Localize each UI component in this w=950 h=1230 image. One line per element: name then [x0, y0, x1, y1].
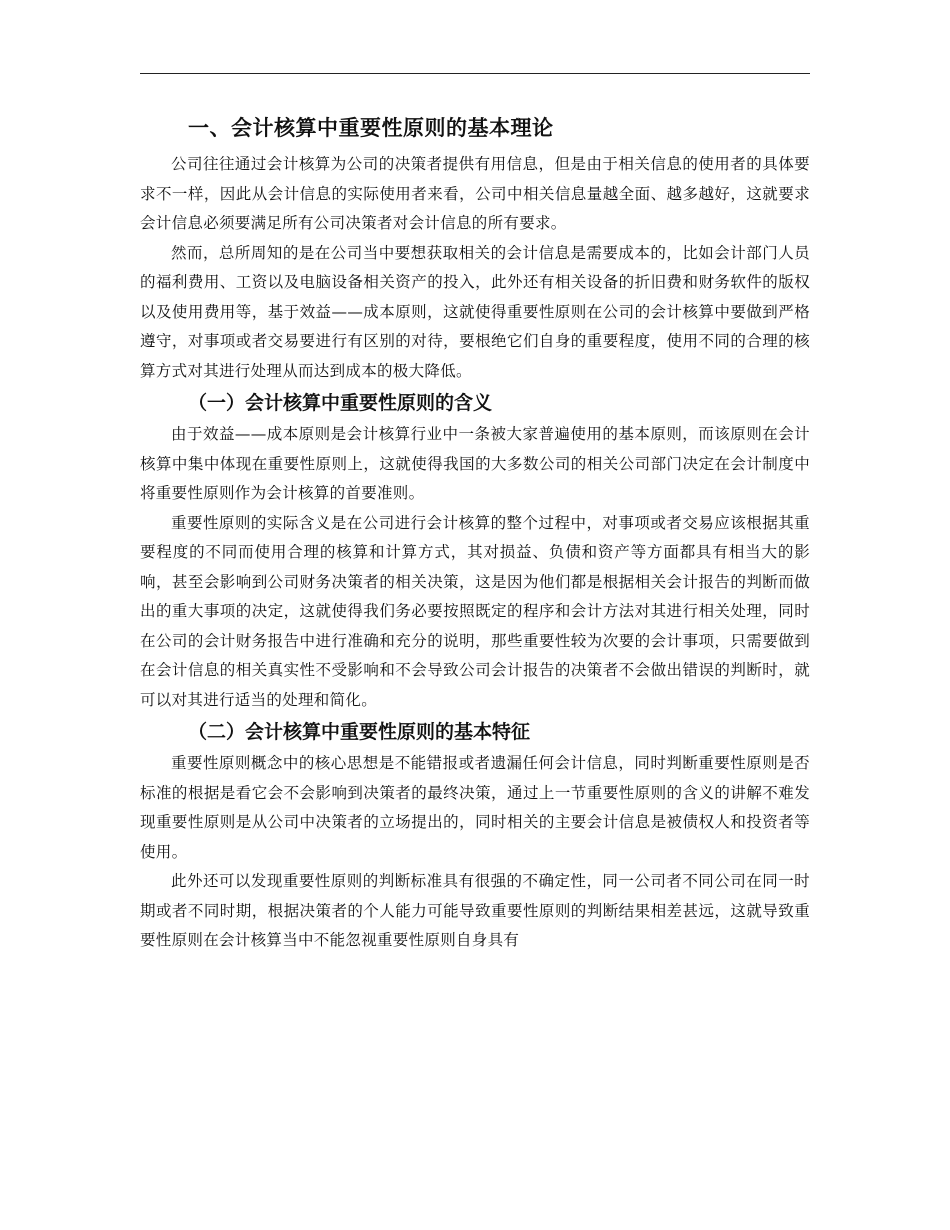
- section-heading-1: 一、会计核算中重要性原则的基本理论: [188, 116, 554, 140]
- document-body: [140, 106, 810, 956]
- subsection-heading-2: （二）会计核算中重要性原则的基本特征: [188, 721, 531, 743]
- subsection-heading-1: （一）会计核算中重要性原则的含义: [188, 392, 493, 414]
- paragraph: 公司往往通过会计核算为公司的决策者提供有用信息，但是由于相关信息的使用者的具体要求不一样，因此从会计信息的实际使用者来看，公司中相关信息量越全面、越多越好，这就要求会计信息必须要满足所有公司决策者对会计信息的所有要求。: [140, 155, 810, 232]
- paragraph: 重要性原则概念中的核心思想是不能错报或者遗漏任何会计信息，同时判断重要性原则是否标准的根据是看它会不会影响到决策者的最终决策，通过上一节重要性原则的含义的讲解不难发现重要性原则是从公司中决策者的立场提出的，同时相关的主要会计信息是被债权人和投资者等使用。: [140, 754, 810, 861]
- header-rule: [140, 73, 810, 74]
- paragraph: 由于效益——成本原则是会计核算行业中一条被大家普遍使用的基本原则，而该原则在会计核算中集中体现在重要性原则上，这就使得我国的大多数公司的相关公司部门决定在会计制度中将重要性原则作为会计核算的首要准则。: [140, 425, 810, 502]
- paragraph: 然而，总所周知的是在公司当中要想获取相关的会计信息是需要成本的，比如会计部门人员的福利费用、工资以及电脑设备相关资产的投入，此外还有相关设备的折旧费和财务软件的版权以及使用费用等，基于效益——成本原则，这就使得重要性原则在公司的会计核算中要做到严格遵守，对事项或者交易要进行有区别的对待，要根绝它们自身的重要程度，使用不同的合理的核算方式对其进行处理从而达到成本的极大降低。: [140, 243, 810, 380]
- paragraph: 此外还可以发现重要性原则的判断标准具有很强的不确定性，同一公司者不同公司在同一时期或者不同时期，根据决策者的个人能力可能导致重要性原则的判断结果相差甚远，这就导致重要性原则在会计核算当中不能忽视重要性原则自身具有: [140, 872, 810, 949]
- paragraph: 重要性原则的实际含义是在公司进行会计核算的整个过程中，对事项或者交易应该根据其重要程度的不同而使用合理的核算和计算方式，其对损益、负债和资产等方面都具有相当大的影响，甚至会影响到公司财务决策者的相关决策，这是因为他们都是根据相关会计报告的判断而做出的重大事项的决定，这就使得我们务必要按照既定的程序和会计方法对其进行相关处理，同时在公司的会计财务报告中进行准确和充分的说明，那些重要性较为次要的会计事项，只需要做到在会计信息的相关真实性不受影响和不会导致公司会计报告的决策者不会做出错误的判断时，就可以对其进行适当的处理和简化。: [140, 513, 810, 709]
